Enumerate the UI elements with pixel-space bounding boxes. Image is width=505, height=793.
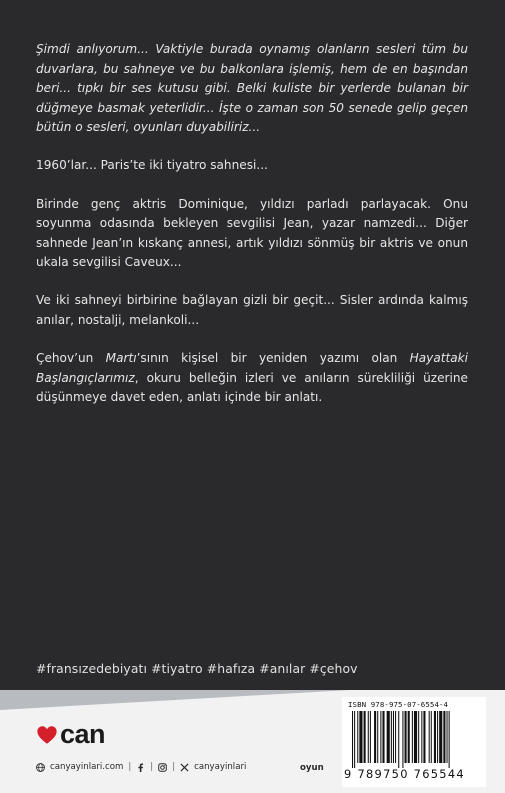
blurb-p4-e: , okuru belleğin izleri ve anıların sürekliliği üzerine düşünmeye davet eden, anlatı içinde bir anlatı. — [36, 370, 468, 405]
gray-wedge — [0, 690, 350, 710]
globe-icon — [36, 763, 45, 772]
barcode-bar — [447, 711, 448, 763]
blurb-paragraph-4 — [36, 349, 468, 408]
separator: | — [150, 762, 154, 772]
barcode-bar — [398, 711, 399, 768]
barcode-bar — [443, 711, 445, 763]
blurb-paragraph-1: 1960’lar... Paris’te iki tiyatro sahnesi... — [36, 158, 268, 173]
barcode-bar — [352, 711, 353, 768]
barcode-bar — [368, 711, 369, 763]
barcode-bar — [393, 711, 394, 763]
barcode-bar — [382, 711, 384, 763]
blurb-p4-a: Çehov’un — [36, 351, 106, 366]
barcode — [352, 711, 482, 768]
barcode-bar — [395, 711, 396, 763]
barcode-bar — [377, 711, 378, 763]
website-link[interactable]: canyayinlari.com — [50, 762, 124, 772]
barcode-number: 9 789750 765544 — [344, 767, 465, 781]
book-title: Hayattaki Başlangıçlarımız — [36, 351, 468, 385]
barcode-bar — [391, 711, 392, 763]
barcode-bar — [414, 711, 417, 763]
series-label: oyun — [300, 763, 324, 773]
blurb-paragraph-2: Birinde genç aktris Dominique, yıldızı parladı parlayacak. Onu soyunma odasında bekleyen sevgilisi Jean, yazar namzedi... Diğer sahnede Jean’ın kıskanç annesi, artık yıldızı sönmüş bir aktris ve onun ukala sevgilisi Caveux... — [36, 196, 468, 270]
barcode-bar — [429, 711, 430, 763]
barcode-bar — [370, 711, 371, 763]
separator: | — [128, 762, 132, 772]
title-marti: Martı — [105, 351, 137, 366]
publisher-links — [36, 762, 246, 772]
barcode-bar — [418, 711, 419, 763]
separator: | — [172, 762, 176, 772]
barcode-bar — [402, 711, 403, 768]
blurb-quote: Şimdi anlıyorum... Vaktiyle burada oynamış olanların sesleri tüm bu duvarlara, bu sahneye ve bu balkonlara işlemiş, hem de en başından beri... tıpkı bir ses kutusu gibi. Belki kuliste bir yerlerde bulanan bir düğmeye basmak yeterlidir... İşte o zaman son 50 senede gelip geçen bütün o sesleri, oyunları duyabiliriz... — [36, 42, 468, 135]
barcode-bar — [431, 711, 432, 763]
barcode-bar — [439, 711, 442, 763]
barcode-bar — [437, 711, 438, 763]
blurb-text — [36, 40, 468, 426]
isbn-label: ISBN 978-975-07-6554-4 — [348, 700, 449, 709]
barcode-bar — [380, 711, 381, 763]
barcode-bar — [423, 711, 425, 763]
facebook-icon[interactable] — [136, 763, 145, 772]
x-icon[interactable] — [180, 763, 189, 772]
publisher-logo — [36, 721, 105, 748]
heart-icon — [36, 724, 58, 746]
publisher-name: can — [60, 719, 106, 749]
barcode-bar — [364, 711, 366, 763]
barcode-bar — [434, 711, 436, 763]
hashtags: #fransızedebiyatı #tiyatro #hafıza #anılar #çehov — [36, 661, 358, 676]
barcode-bar — [449, 711, 450, 768]
barcode-bar — [421, 711, 422, 763]
barcode-bar — [354, 711, 355, 768]
barcode-bar — [387, 711, 390, 763]
social-handle[interactable]: canyayinlari — [194, 762, 247, 772]
barcode-bar — [357, 711, 358, 763]
barcode-bar — [374, 711, 376, 763]
blurb-paragraph-3: Ve iki sahneyi birbirine bağlayan gizli bir geçit... Sisler ardında kalmış anılar, nostalji, melankoli... — [36, 293, 468, 328]
barcode-bar — [412, 711, 413, 763]
barcode-bar — [408, 711, 410, 763]
barcode-bar — [359, 711, 362, 763]
barcode-bar — [405, 711, 407, 763]
blurb-p4-c: ’sının kişisel bir yeniden yazımı olan — [136, 351, 410, 366]
instagram-icon[interactable] — [158, 763, 167, 772]
